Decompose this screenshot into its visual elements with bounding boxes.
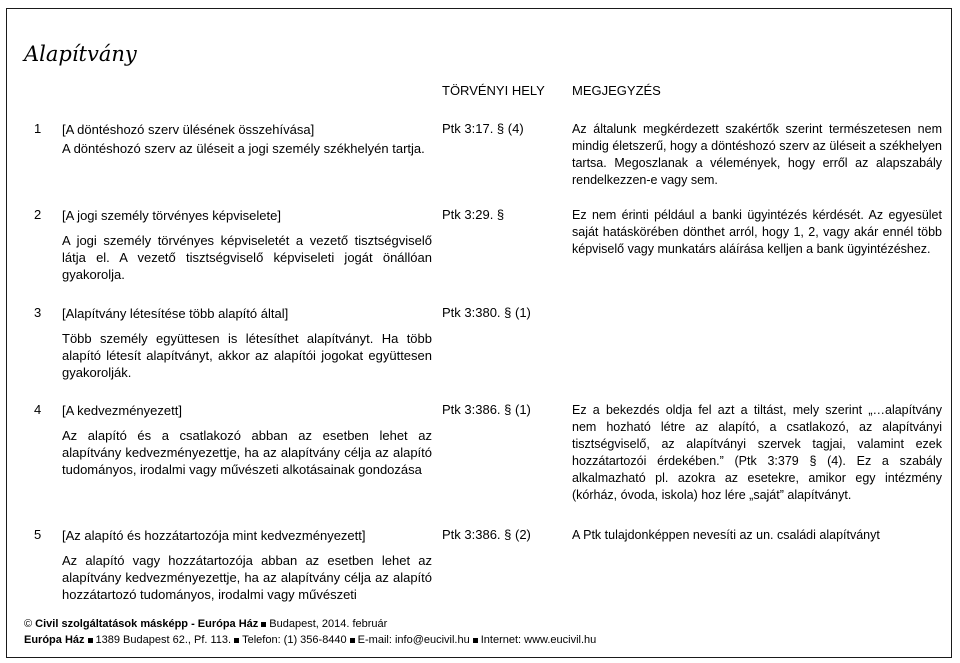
provision-text: Az alapító vagy hozzátartozója abban az esetben lehet az alapítvány kedvezményezettje, ha az alapítvány célja az alapító hozzátartozó tudományos, irodalmi vagy művészeti	[62, 553, 432, 602]
row-number: 2	[34, 207, 42, 222]
note-text: Ez a bekezdés oldja fel azt a tiltást, mely szerint „…alapítvány nem hozható létre az alapító, a csatlakozó, az alapítványi tisztségviselő, az alapítványi szervek tagjai, valamint ezek hozzátartozói érdekében.” (Ptk 3:379 § (4). Ez a szabály alkalmazható pl. azokra az esetekre, amikor egy intézmény (kórház, óvoda, iskola) hoz lére „saját” alapítványt.	[572, 403, 942, 502]
legal-reference: Ptk 3:386. § (1)	[442, 402, 531, 417]
provision-text: A jogi személy törvényes képviseletét a vezető tisztségviselő látja el. A vezető tisztségviselő képviseleti jogát önállóan gyakorolja.	[62, 233, 432, 282]
provision-cell	[62, 527, 432, 603]
row-number: 5	[34, 527, 42, 542]
footer-org-name: Európa Ház	[24, 634, 85, 646]
footer-line-1	[24, 618, 387, 630]
copyright-symbol: ©	[24, 618, 33, 630]
provision-cell	[62, 402, 432, 478]
note-text: Ez nem érinti például a banki ügyintézés kérdését. Az egyesület saját hatáskörében dönthet arról, hogy 1, 2, vagy akár ennél több képviselő vagy munkatárs aláírása kelljen a bank ügyintézéshez.	[572, 208, 942, 256]
bullet-icon	[473, 638, 478, 643]
bullet-icon	[88, 638, 93, 643]
row-number: 3	[34, 305, 42, 320]
provision-text: Az alapító és a csatlakozó abban az esetben lehet az alapítvány kedvezményezettje, ha az alapítvány célja az alapító tudományos, irodalmi vagy művészeti alkotásainak gondozása	[62, 428, 432, 477]
note-text: A Ptk tulajdonképpen nevesíti az un. családi alapítványt	[572, 528, 880, 542]
provision-heading: [Alapítvány létesítése több alapító által]	[62, 306, 289, 321]
document-title: Alapítvány	[24, 42, 137, 66]
bullet-icon	[350, 638, 355, 643]
provision-text: A döntéshozó szerv az üléseit a jogi személy székhelyén tartja.	[62, 141, 425, 156]
row-number: 1	[34, 121, 42, 136]
footer-org-title: Civil szolgáltatások másképp - Európa Ház	[35, 618, 259, 630]
provision-cell	[62, 305, 432, 381]
note-text: Az általunk megkérdezett szakértők szerint természetesen nem mindig életszerű, hogy a döntéshozó szerv az üléseit a székhelyen tartsa. Megoszlanak a vélemények, hogy erről az alapszabály rendelkezzen-e vagy sem.	[572, 122, 942, 187]
provision-heading: [A döntéshozó szerv ülésének összehívása]	[62, 122, 315, 137]
footer-line-2	[24, 634, 596, 646]
footer-website[interactable]: Internet: www.eucivil.hu	[480, 634, 597, 646]
column-header-legal: TÖRVÉNYI HELY	[442, 83, 545, 98]
legal-reference: Ptk 3:29. §	[442, 207, 505, 222]
provision-heading: [Az alapító és hozzátartozója mint kedvezményezett]	[62, 528, 366, 543]
bullet-icon	[261, 622, 266, 627]
footer-phone: Telefon: (1) 356-8440	[242, 634, 347, 646]
provision-heading: [A jogi személy törvényes képviselete]	[62, 208, 281, 223]
provision-text: Több személy együttesen is létesíthet alapítványt. Ha több alapító létesít alapítványt, akkor az alapítói jogokat együttesen gyakorolják.	[62, 331, 432, 380]
provision-cell	[62, 121, 432, 157]
legal-reference: Ptk 3:386. § (2)	[442, 527, 531, 542]
provision-cell	[62, 207, 432, 283]
legal-reference: Ptk 3:17. § (4)	[442, 121, 524, 136]
row-number: 4	[34, 402, 42, 417]
bullet-icon	[234, 638, 239, 643]
provision-heading: [A kedvezményezett]	[62, 403, 182, 418]
footer-address: 1389 Budapest 62., Pf. 113.	[95, 634, 232, 646]
column-header-notes: MEGJEGYZÉS	[572, 83, 661, 98]
footer-place-date: Budapest, 2014. február	[269, 618, 388, 630]
footer-email[interactable]: E-mail: info@eucivil.hu	[357, 634, 470, 646]
legal-reference: Ptk 3:380. § (1)	[442, 305, 531, 320]
